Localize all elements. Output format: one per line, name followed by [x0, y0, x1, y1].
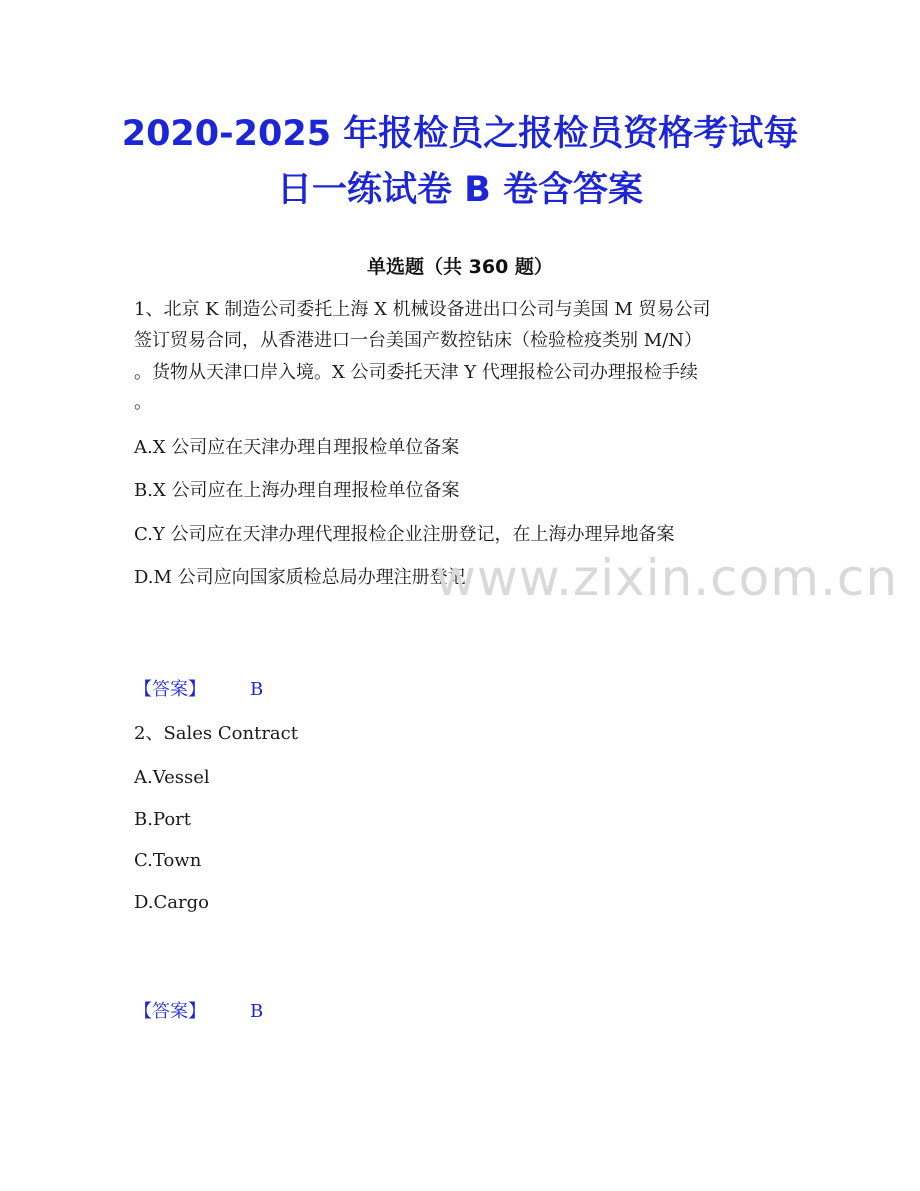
- question-1-text-line: 1、北京 K 制造公司委托上海 X 机械设备进出口公司与美国 M 贸易公司: [134, 299, 711, 320]
- document-title-line-2: 日一练试卷 B 卷含答案: [276, 170, 644, 210]
- question-1-text-line: 。: [134, 392, 152, 413]
- answer-label: 【答案】: [134, 679, 206, 700]
- question-1-text-line: 签订贸易合同，从香港进口一台美国产数控钻床（检验检疫类别 M/N）: [134, 330, 702, 351]
- question-2-option-c: C.Town: [134, 850, 202, 871]
- document-title-line-1: 2020-2025 年报检员之报检员资格考试每: [121, 114, 799, 154]
- question-2-option-a: A.Vessel: [134, 767, 210, 788]
- section-heading: 单选题（共 360 题）: [367, 256, 553, 278]
- question-2-answer: [134, 997, 263, 1027]
- answer-value: B: [250, 679, 264, 700]
- answer-label: 【答案】: [134, 1001, 206, 1022]
- question-2-option-d: D.Cargo: [134, 892, 209, 913]
- question-1-answer: [134, 675, 263, 705]
- question-2-text-line: 2、Sales Contract: [134, 723, 298, 744]
- watermark: www.zixin.com.cn: [435, 549, 899, 607]
- answer-value: B: [250, 1001, 264, 1022]
- question-1-option-b: B.X 公司应在上海办理自理报检单位备案: [134, 480, 460, 501]
- question-2-option-b: B.Port: [134, 809, 192, 830]
- question-1-option-a: A.X 公司应在天津办理自理报检单位备案: [134, 437, 460, 458]
- question-1-option-c: C.Y 公司应在天津办理代理报检企业注册登记，在上海办理异地备案: [134, 524, 675, 545]
- question-1-text-line: 。货物从天津口岸入境。X 公司委托天津 Y 代理报检公司办理报检手续: [134, 362, 698, 383]
- question-1-option-d: D.M 公司应向国家质检总局办理注册登记: [134, 567, 466, 588]
